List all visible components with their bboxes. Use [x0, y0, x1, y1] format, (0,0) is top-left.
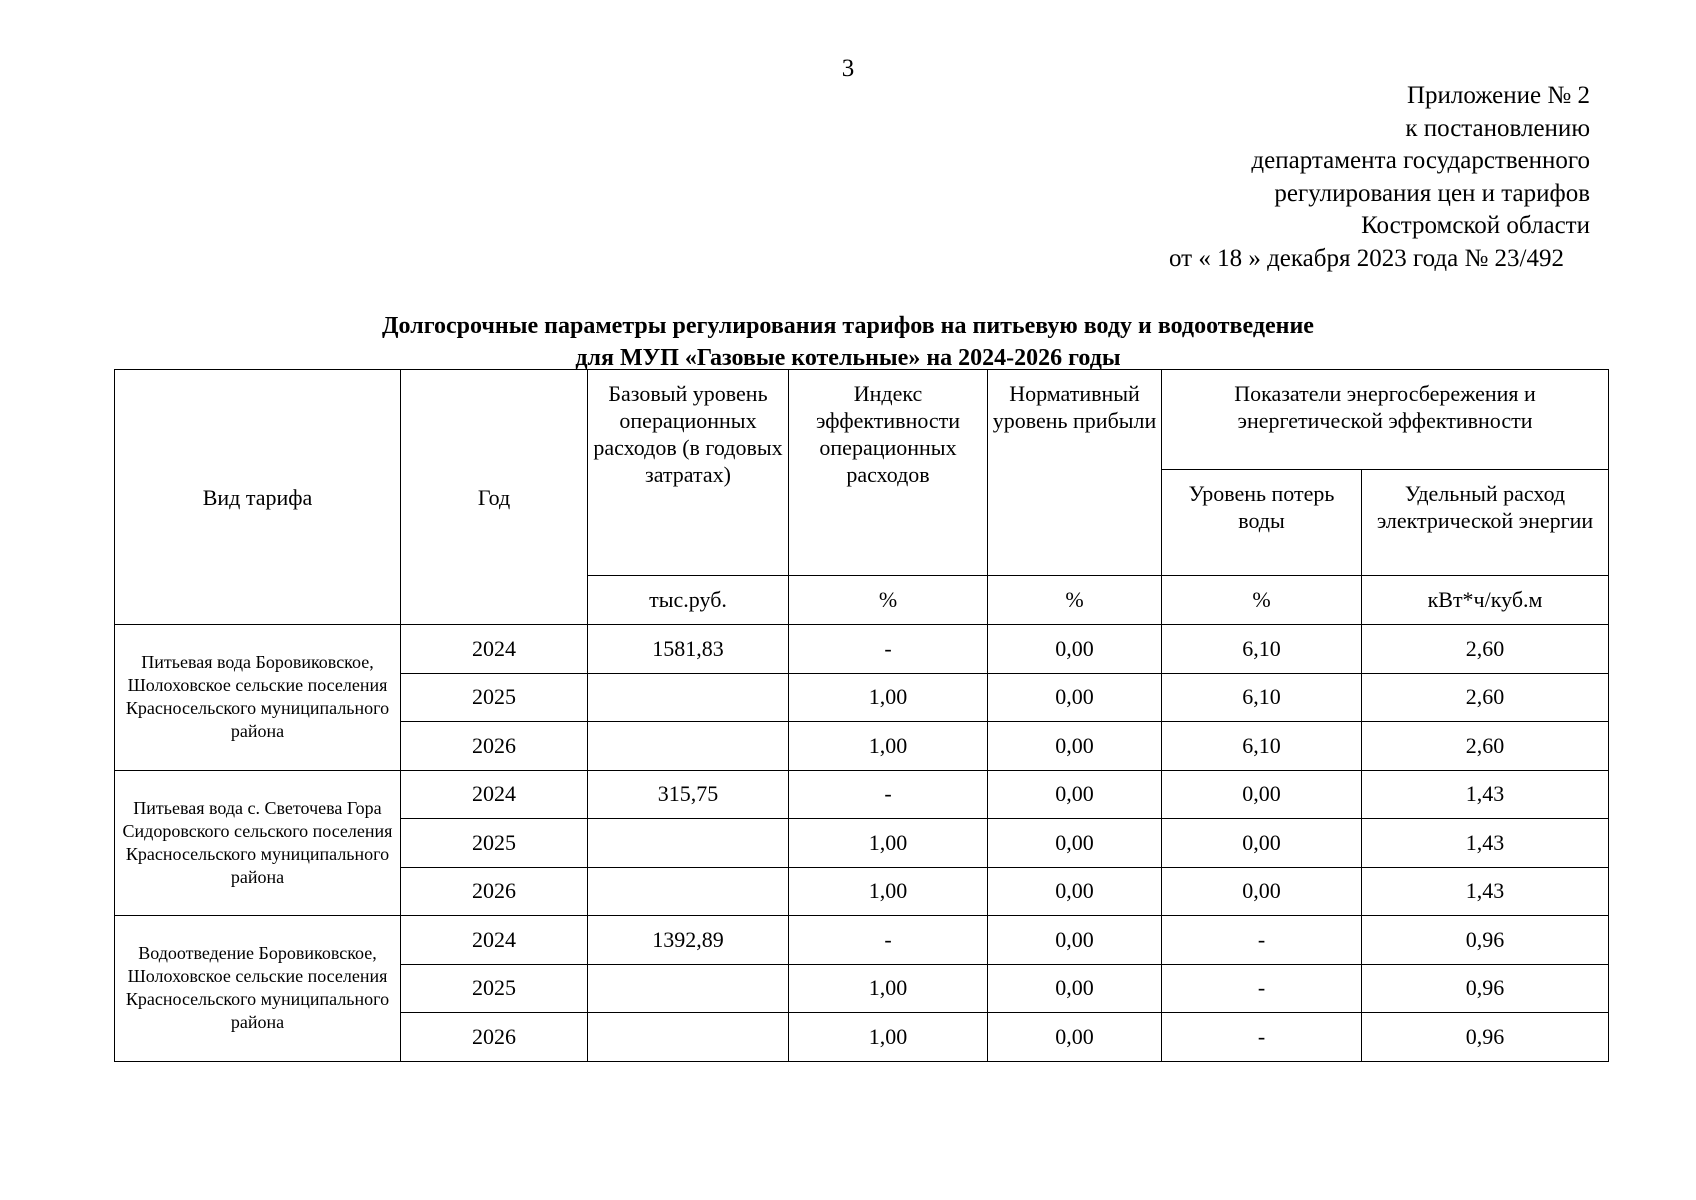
profit-level-cell: 0,00 [988, 867, 1162, 916]
profit-level-cell: 0,00 [988, 916, 1162, 965]
water-loss-cell: 0,00 [1162, 867, 1362, 916]
unit-electricity: кВт*ч/куб.м [1362, 576, 1609, 625]
efficiency-index-cell: - [789, 625, 988, 674]
water-loss-cell: 6,10 [1162, 673, 1362, 722]
appendix-header [690, 80, 1590, 275]
electricity-cell: 0,96 [1362, 916, 1609, 965]
electricity-cell: 2,60 [1362, 673, 1609, 722]
header-profit-level: Нормативный уровень прибыли [988, 370, 1162, 576]
tariff-group-name: Питьевая вода Боровиковское, Шолоховское сельские поселения Красносельского муниципального района [115, 625, 401, 771]
table-row [115, 625, 1609, 674]
base-cost-cell: 1581,83 [588, 625, 789, 674]
profit-level-cell: 0,00 [988, 1013, 1162, 1062]
base-cost-cell [588, 964, 789, 1013]
header-efficiency-index: Индекс эффективности операционных расходов [789, 370, 988, 576]
year-cell: 2024 [401, 916, 588, 965]
efficiency-index-cell: 1,00 [789, 673, 988, 722]
year-cell: 2026 [401, 867, 588, 916]
water-loss-cell: - [1162, 964, 1362, 1013]
unit-profit-level: % [988, 576, 1162, 625]
water-loss-cell: 0,00 [1162, 770, 1362, 819]
electricity-cell: 2,60 [1362, 625, 1609, 674]
appendix-line: регулирования цен и тарифов [1274, 179, 1590, 207]
page-number: 3 [841, 55, 855, 82]
base-cost-cell: 1392,89 [588, 916, 789, 965]
efficiency-index-cell: 1,00 [789, 867, 988, 916]
year-cell: 2026 [401, 722, 588, 771]
header-energy-group: Показатели энергосбережения и энергетической эффективности [1162, 370, 1609, 470]
header-year: Год [401, 370, 588, 625]
electricity-cell: 1,43 [1362, 770, 1609, 819]
tariff-parameters-table [114, 369, 1609, 1062]
efficiency-index-cell: 1,00 [789, 819, 988, 868]
profit-level-cell: 0,00 [988, 819, 1162, 868]
year-cell: 2024 [401, 625, 588, 674]
electricity-cell: 1,43 [1362, 819, 1609, 868]
electricity-cell: 0,96 [1362, 1013, 1609, 1062]
base-cost-cell [588, 867, 789, 916]
electricity-cell: 0,96 [1362, 964, 1609, 1013]
tariff-group-name: Водоотведение Боровиковское, Шолоховское сельские поселения Красносельского муниципального района [115, 916, 401, 1062]
unit-base-cost: тыс.руб. [588, 576, 789, 625]
water-loss-cell: 0,00 [1162, 819, 1362, 868]
profit-level-cell: 0,00 [988, 722, 1162, 771]
water-loss-cell: 6,10 [1162, 625, 1362, 674]
profit-level-cell: 0,00 [988, 770, 1162, 819]
base-cost-cell: 315,75 [588, 770, 789, 819]
electricity-cell: 2,60 [1362, 722, 1609, 771]
efficiency-index-cell: - [789, 916, 988, 965]
year-cell: 2025 [401, 819, 588, 868]
header-water-loss: Уровень потерь воды [1162, 470, 1362, 576]
title-line-1: Долгосрочные параметры регулирования тарифов на питьевую воду и водоотведение [382, 313, 1314, 339]
base-cost-cell [588, 673, 789, 722]
base-cost-cell [588, 722, 789, 771]
unit-efficiency-index: % [789, 576, 988, 625]
title-line-2: для МУП «Газовые котельные» на 2024-2026 годы [575, 345, 1121, 371]
tariff-group-name: Питьевая вода с. Светочева Гора Сидоровского сельского поселения Красносельского муниципального района [115, 770, 401, 916]
appendix-line: департамента государственного [1251, 147, 1590, 174]
water-loss-cell: 6,10 [1162, 722, 1362, 771]
appendix-line: к постановлению [1405, 114, 1590, 142]
water-loss-cell: - [1162, 1013, 1362, 1062]
appendix-date-line: от « 18 » декабря 2023 года № 23/492 [1168, 244, 1564, 272]
water-loss-cell: - [1162, 916, 1362, 965]
profit-level-cell: 0,00 [988, 673, 1162, 722]
efficiency-index-cell: 1,00 [789, 964, 988, 1013]
unit-water-loss: % [1162, 576, 1362, 625]
table-row [115, 770, 1609, 819]
year-cell: 2025 [401, 673, 588, 722]
year-cell: 2026 [401, 1013, 588, 1062]
base-cost-cell [588, 819, 789, 868]
profit-level-cell: 0,00 [988, 964, 1162, 1013]
efficiency-index-cell: - [789, 770, 988, 819]
base-cost-cell [588, 1013, 789, 1062]
year-cell: 2024 [401, 770, 588, 819]
year-cell: 2025 [401, 964, 588, 1013]
electricity-cell: 1,43 [1362, 867, 1609, 916]
profit-level-cell: 0,00 [988, 625, 1162, 674]
appendix-line: Приложение № 2 [1406, 82, 1590, 109]
header-tariff-type: Вид тарифа [115, 370, 401, 625]
document-title [0, 310, 1696, 374]
appendix-line: Костромской области [1361, 212, 1590, 239]
header-base-cost: Базовый уровень операционных расходов (в годовых затратах) [588, 370, 789, 576]
header-electricity: Удельный расход электрической энергии [1362, 470, 1609, 576]
efficiency-index-cell: 1,00 [789, 722, 988, 771]
table-row [115, 916, 1609, 965]
efficiency-index-cell: 1,00 [789, 1013, 988, 1062]
